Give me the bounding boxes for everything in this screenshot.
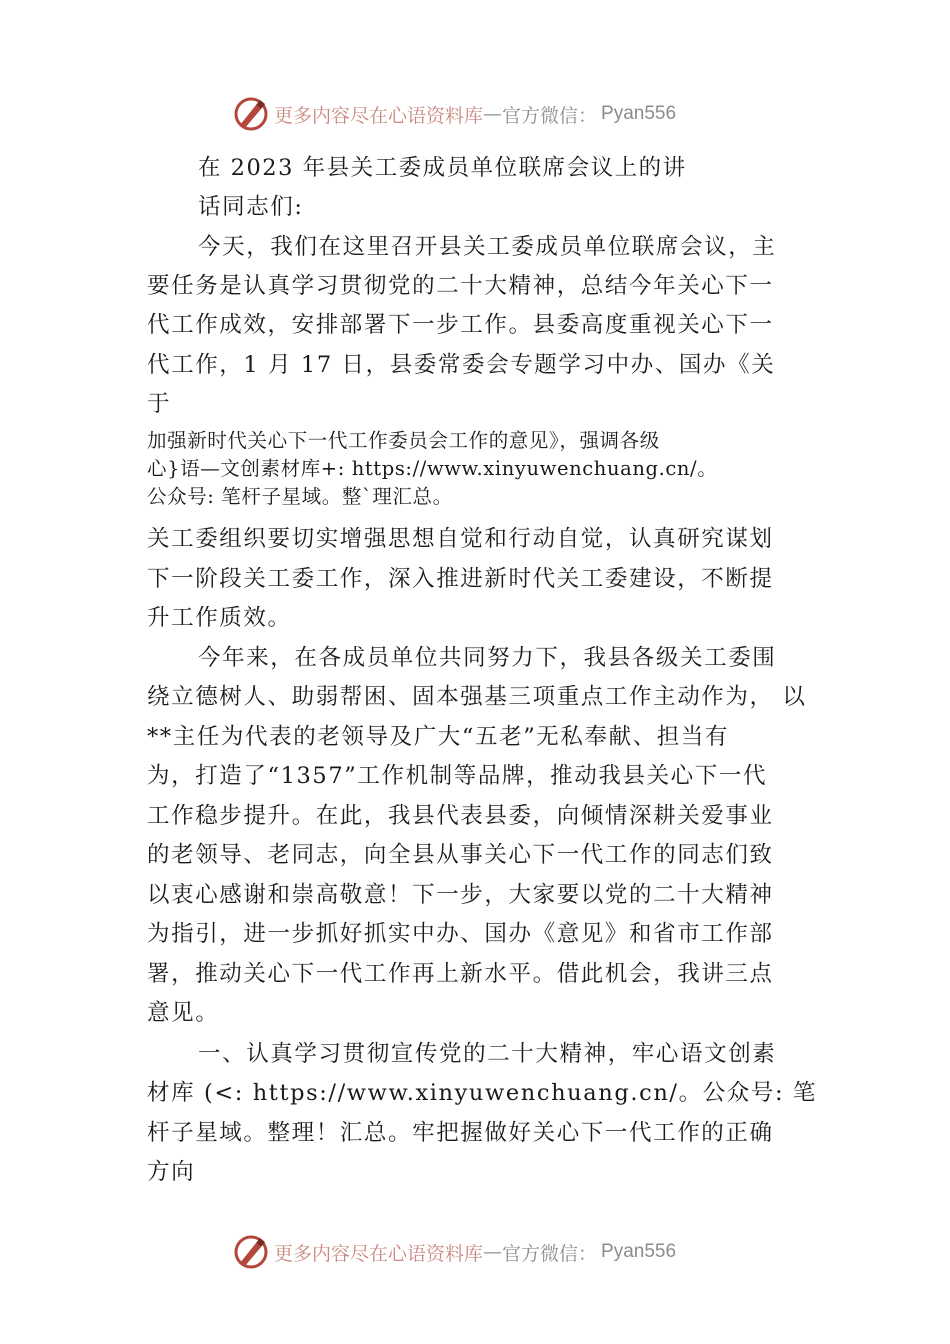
watermark-separator: —: [483, 1241, 503, 1263]
paragraph-line: 意见。: [147, 1000, 220, 1026]
pen-logo-icon: [232, 1233, 270, 1271]
paragraph-line: 方向: [147, 1159, 196, 1185]
document-title: 在 2023 年县关工委成员单位联席会议上的讲: [198, 155, 687, 181]
watermark-wechat-id: Pyan556: [601, 103, 677, 124]
watermark-label: 官方微信：: [502, 1242, 598, 1265]
paragraph-line: 的老领导、老同志，向全县从事关心下一代工作的同志们致: [147, 842, 774, 868]
paragraph-line: **主任为代表的老领导及广大“五老”无私奉献、担当有: [147, 724, 730, 750]
paragraph-line: 材库 (<: https://www.xinyuwenchuang.cn/。公众号: 笔: [147, 1080, 818, 1106]
watermark-separator: —: [483, 103, 503, 125]
paragraph-line: 绕立德树人、助弱帮困、固本强基三项重点工作主动作为， 以: [147, 684, 807, 710]
watermark-footer: [232, 1232, 676, 1272]
pen-logo-icon: [232, 95, 270, 133]
paragraph-line: 工作稳步提升。在此，我县代表县委，向倾情深耕关爱事业: [147, 803, 774, 829]
paragraph-line: 代工作成效，安排部署下一步工作。县委高度重视关心下一: [147, 312, 774, 338]
inserted-line: 公众号: 笔杆子星域。整`理汇总。: [147, 485, 453, 508]
paragraph-line: 要任务是认真学习贯彻党的二十大精神，总结今年关心下一: [147, 273, 774, 299]
paragraph-line: 今年来，在各成员单位共同努力下，我县各级关工委围: [198, 645, 777, 671]
paragraph-line: 为指引，进一步抓好抓实中办、国办《意见》和省市工作部: [147, 921, 774, 947]
paragraph-line: 下一阶段关工委工作，深入推进新时代关工委建设，不断提: [147, 566, 774, 592]
watermark-text: 更多内容尽在心语资料库: [274, 1242, 484, 1265]
watermark-label: 官方微信：: [502, 104, 598, 127]
inserted-line: 心}语—文创素材库+: https://www.xinyuwenchuang.cn/。: [147, 457, 718, 480]
paragraph-line: 署，推动关心下一代工作再上新水平。借此机会，我讲三点: [147, 961, 774, 987]
watermark-wechat-id: Pyan556: [601, 1241, 677, 1262]
inserted-line: 加强新时代关心下一代工作委员会工作的意见》，强调各级: [147, 429, 660, 452]
paragraph-line: 代工作，1 月 17 日，县委常委会专题学习中办、国办《关: [147, 352, 776, 378]
watermark-text: 更多内容尽在心语资料库: [274, 104, 484, 127]
paragraph-line: 关工委组织要切实增强思想自觉和行动自觉，认真研究谋划: [147, 526, 774, 552]
salutation: 话同志们:: [198, 194, 304, 220]
paragraph-line: 为，打造了“1357”工作机制等品牌，推动我县关心下一代: [147, 763, 768, 789]
paragraph-line: 一、认真学习贯彻宣传党的二十大精神，牢心语文创素: [198, 1041, 777, 1067]
paragraph-line: 以衷心感谢和崇高敬意！下一步，大家要以党的二十大精神: [147, 882, 774, 908]
paragraph-line: 杆子星域。整理！汇总。牢把握做好关心下一代工作的正确: [147, 1120, 774, 1146]
paragraph-line: 于: [147, 391, 172, 417]
watermark-header: [232, 94, 676, 134]
paragraph-line: 今天，我们在这里召开县关工委成员单位联席会议，主: [198, 234, 777, 260]
paragraph-line: 升工作质效。: [147, 605, 292, 631]
